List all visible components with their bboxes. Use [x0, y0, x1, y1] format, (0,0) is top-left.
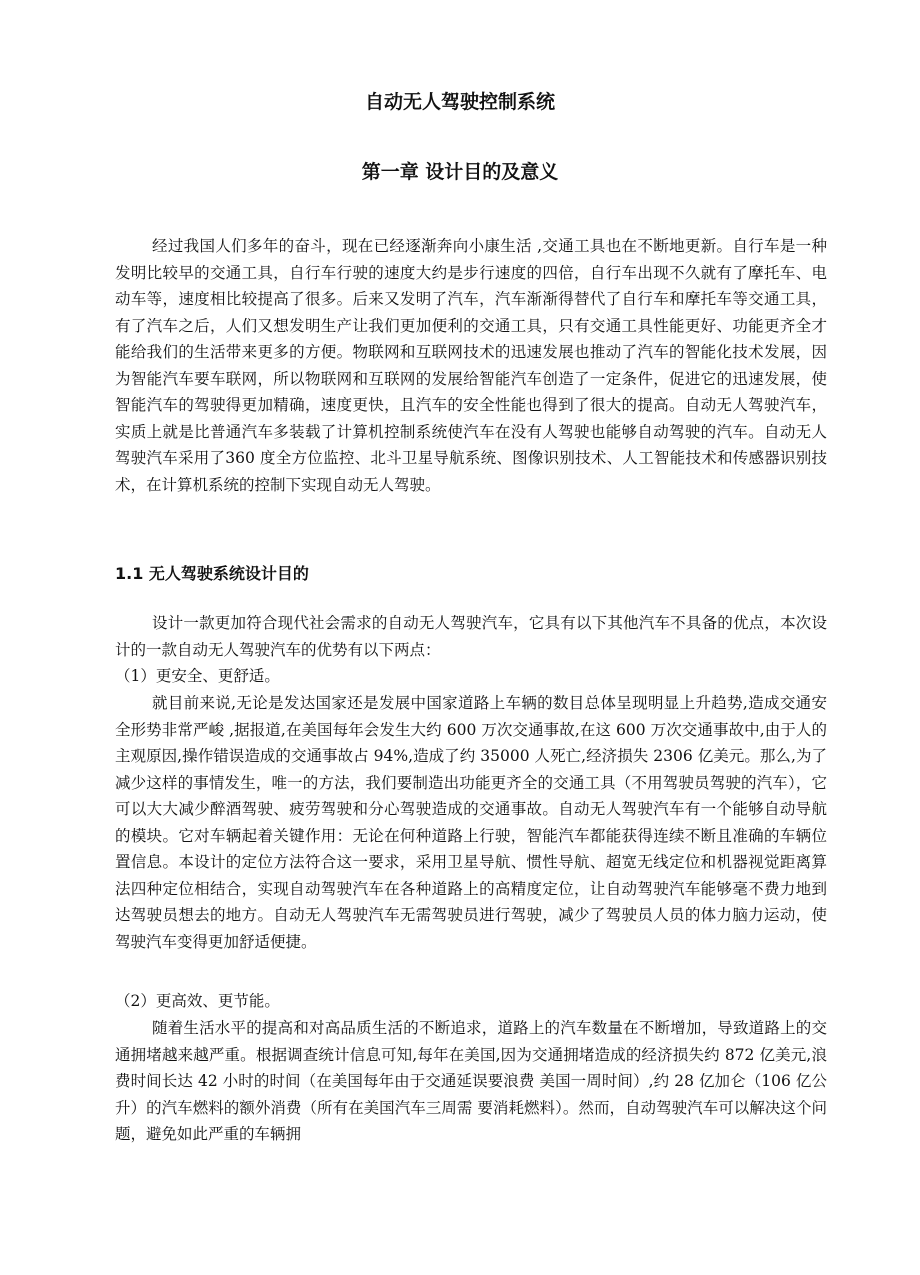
point-2-label: （2）更高效、更节能。 — [115, 992, 280, 1010]
document-title: 自动无人驾驶控制系统 — [364, 91, 555, 113]
point-1-label: （1）更安全、更舒适。 — [115, 667, 280, 685]
point-1-paragraph: 就目前来说,无论是发达国家还是发展中国家道路上车辆的数目总体呈现明显上升趋势,造成交通安全形势非常严峻 ,据报道,在美国每年会发生大约 600 万次交通事故,在这 600 万次交通事故中,由于人的主观原因,操作错误造成的交通事故占 94%,造成了约 35000 人死亡,经济损失 2306 亿美元。那么,为了减少这样的事情发生，唯一的方法，我们要制造出功能更齐全的交通工具（不用驾驶员驾驶的汽车），它可以大大减少醉酒驾驶、疲劳驾驶和分心驾驶造成的交通事故。自动无人驾驶汽车有一个能够自动导航的模块。它对车辆起着关键作用：无论在何种道路上行驶，智能汽车都能获得连续不断且准确的车辆位置信息。本设计的定位方法符合这一要求，采用卫星导航、惯性导航、超宽无线定位和机器视觉距离算法四种定位相结合，实现自动驾驶汽车在各种道路上的高精度定位，让自动驾驶汽车能够毫不费力地到达驾驶员想去的地方。自动无人驾驶汽车无需驾驶员进行驾驶，减少了驾驶员人员的体力脑力运动，使驾驶汽车变得更加舒适便捷。 — [115, 694, 827, 951]
section-intro-paragraph: 设计一款更加符合现代社会需求的自动无人驾驶汽车，它具有以下其他汽车不具备的优点，本次设计的一款自动无人驾驶汽车的优势有以下两点： — [115, 614, 827, 659]
chapter-title: 第一章 设计目的及意义 — [361, 161, 559, 183]
section-heading: 1.1 无人驾驶系统设计目的 — [115, 564, 309, 583]
intro-paragraph: 经过我国人们多年的奋斗，现在已经逐渐奔向小康生活 ,交通工具也在不断地更新。自行车是一种发明比较早的交通工具，自行车行驶的速度大约是步行速度的四倍，自行车出现不久就有了摩托车、电动车等，速度相比较提高了很多。后来又发明了汽车，汽车渐渐得替代了自行车和摩托车等交通工具，有了汽车之后，人们又想发明生产让我们更加便利的交通工具，只有交通工具性能更好、功能更齐全才能给我们的生活带来更多的方便。物联网和互联网技术的迅速发展也推动了汽车的智能化技术发展，因为智能汽车要车联网，所以物联网和互联网的发展给智能汽车创造了一定条件，促进它的迅速发展，使智能汽车的驾驶得更加精确，速度更快，且汽车的安全性能也得到了很大的提高。自动无人驾驶汽车，实质上就是比普通汽车多装载了计算机控制系统使汽车在没有人驾驶也能够自动驾驶的汽车。自动无人驾驶汽车采用了360 度全方位监控、北斗卫星导航系统、图像识别技术、人工智能技术和传感器识别技术，在计算机系统的控制下实现自动无人驾驶。 — [115, 237, 827, 494]
point-2-paragraph: 随着生活水平的提高和对高品质生活的不断追求，道路上的汽车数量在不断增加，导致道路上的交通拥堵越来越严重。根据调查统计信息可知,每年在美国,因为交通拥堵造成的经济损失约 872 亿美元,浪费时间长达 42 小时的时间（在美国每年由于交通延误要浪费 美国一周时间）,约 28 亿加仑（106 亿公升）的汽车燃料的额外消费（所有在美国汽车三周需 要消耗燃料）。然而，自动驾驶汽车可以解决这个问题，避免如此严重的车辆拥 — [115, 1019, 827, 1143]
